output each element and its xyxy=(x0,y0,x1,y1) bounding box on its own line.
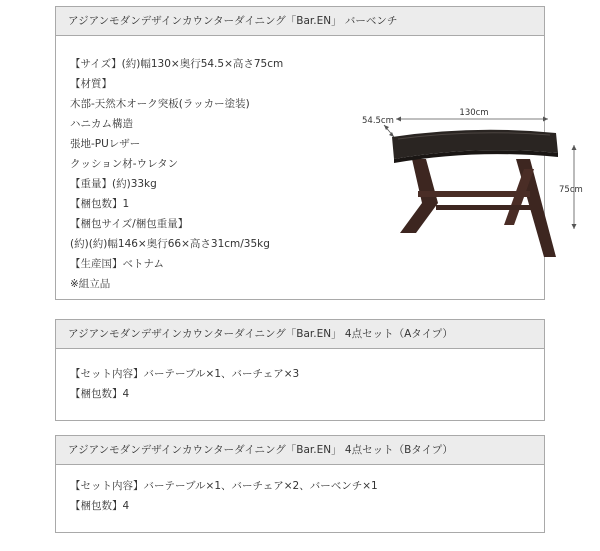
depth-dimension xyxy=(362,116,394,137)
section-title-bench: アジアンモダンデザインカウンターダイニング「Bar.EN」 バーベンチ xyxy=(56,7,544,36)
spec-line: 木部-天然木オーク突板(ラッカー塗装) xyxy=(70,98,250,110)
spec-line: 【セット内容】バーテーブル×1、バーチェア×2、バーベンチ×1 xyxy=(70,480,378,492)
spec-line: クッション材-ウレタン xyxy=(70,158,179,170)
spec-line: 【梱包数】1 xyxy=(70,198,130,210)
spec-line: 【重量】(約)33kg xyxy=(70,178,157,190)
depth-label: 54.5cm xyxy=(362,116,394,126)
spec-list-set-a xyxy=(56,349,544,404)
spec-line: (約)(約)幅146×奥行66×高さ31cm/35kg xyxy=(70,238,270,250)
section-title-set-b: アジアンモダンデザインカウンターダイニング「Bar.EN」 4点セット（Bタイプ） xyxy=(56,436,544,465)
spec-line: 【材質】 xyxy=(70,78,112,90)
height-dimension xyxy=(559,145,583,229)
spec-line: ※組立品 xyxy=(70,278,111,290)
spec-box-bench xyxy=(55,6,583,300)
spec-line: 【梱包数】4 xyxy=(70,388,130,400)
bench-legs xyxy=(400,159,556,257)
spec-line: 張地-PUレザー xyxy=(70,138,141,150)
bench-seat xyxy=(392,130,558,163)
spec-list-set-b xyxy=(56,465,544,516)
spec-line: ハニカム構造 xyxy=(70,118,133,130)
spec-line: 【梱包数】4 xyxy=(70,500,130,512)
width-dimension xyxy=(396,108,548,122)
height-label: 75cm xyxy=(559,185,583,195)
spec-line: 【生産国】ベトナム xyxy=(70,258,164,270)
spec-line: 【サイズ】(約)幅130×奥行54.5×高さ75cm xyxy=(70,58,284,70)
spec-line: 【セット内容】バーテーブル×1、バーチェア×3 xyxy=(70,368,300,380)
width-label: 130cm xyxy=(459,108,489,118)
spec-box-set-b xyxy=(55,435,545,533)
bench-illustration xyxy=(356,107,596,267)
spec-box-set-a xyxy=(55,319,545,421)
spec-line: 【梱包サイズ/梱包重量】 xyxy=(70,218,189,230)
section-title-set-a: アジアンモダンデザインカウンターダイニング「Bar.EN」 4点セット（Aタイプ） xyxy=(56,320,544,349)
